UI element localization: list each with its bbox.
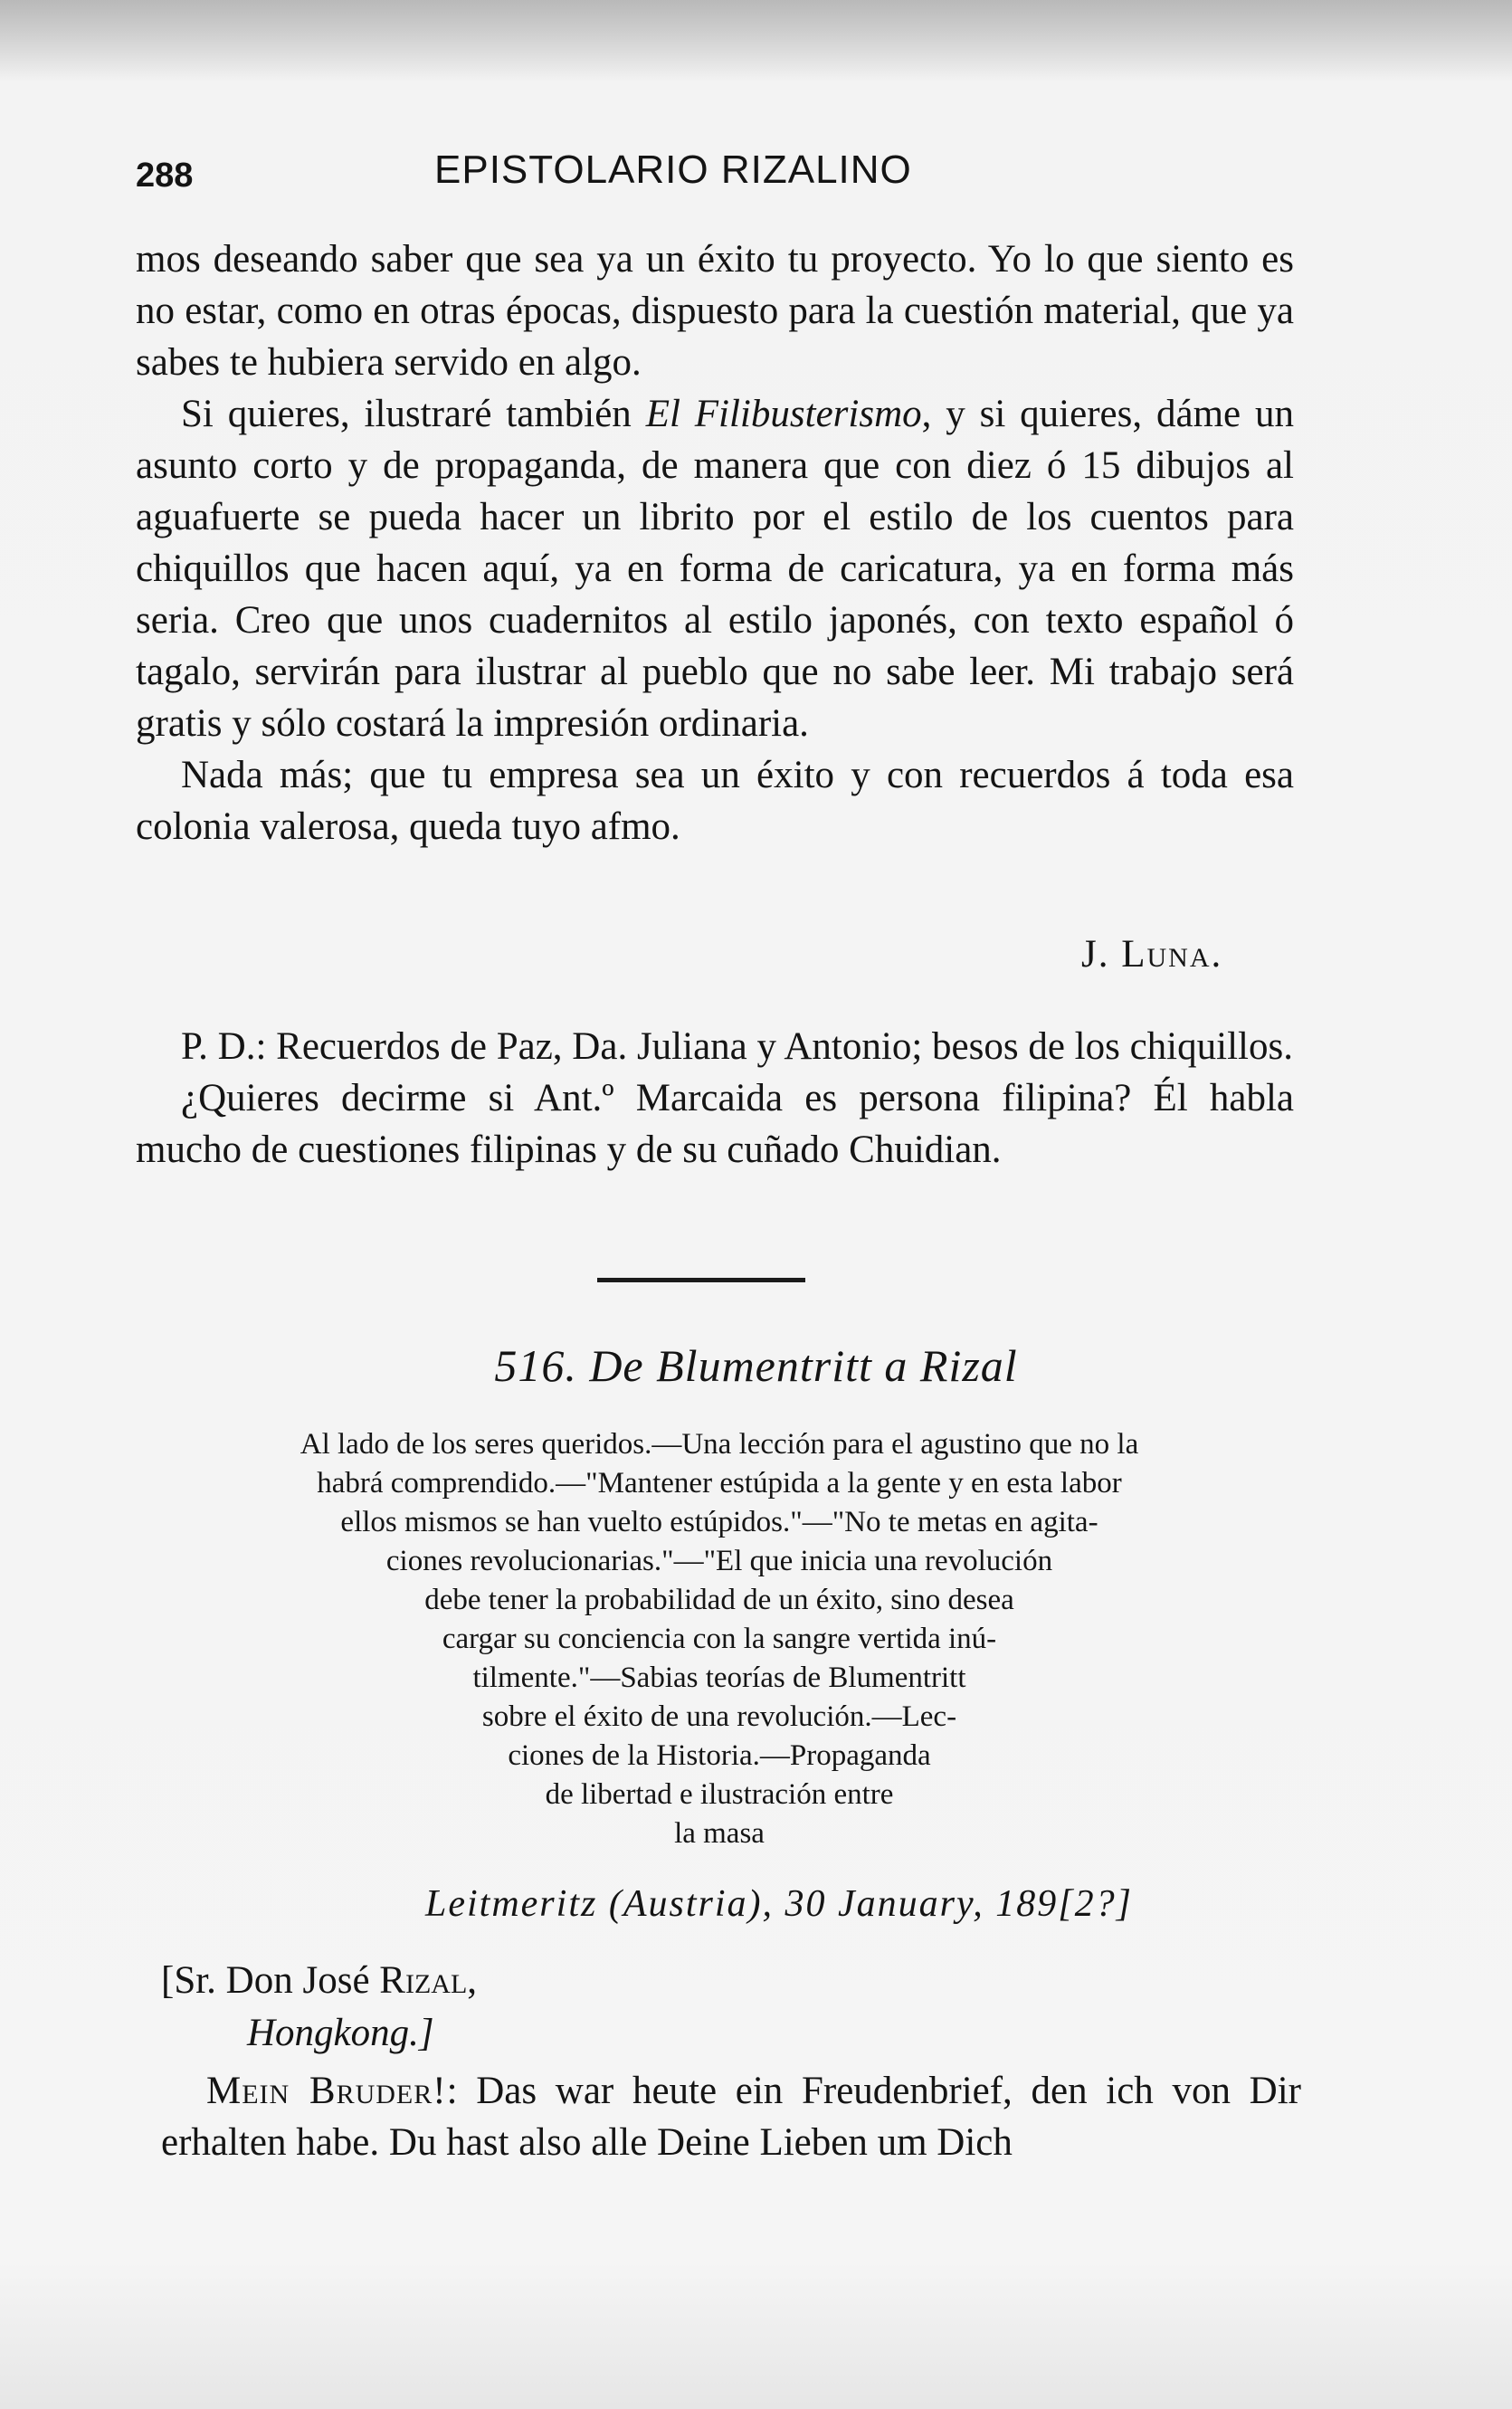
page-number: 288 [136,157,194,195]
letter-title: 516. De Blumentritt a Rizal [494,1340,1018,1391]
summary-line: la masa [674,1817,765,1850]
page-header [136,140,1312,195]
addressee [161,1955,477,2060]
paragraph-1: mos deseando saber que sea ya un éxito tu proyecto. Yo lo que siento es no estar, como en otras épocas, dispuesto para la cuestión material, que ya sabes te hubiera servido en algo. [136,238,1294,384]
addressee-surname: Rizal, [379,1959,478,2002]
letter-body-continued [136,233,1294,852]
addressee-prefix: [Sr. Don José [161,1959,380,2002]
scan-shadow [0,0,1512,81]
summary-line: sobre el éxito de una revolución.—Lec- [481,1700,957,1733]
summary-line: ciones revolucionarias."—"El que inicia una revolución [385,1545,1053,1577]
running-head: EPISTOLARIO RIZALINO [434,148,912,192]
summary-line: ciones de la Historia.—Propaganda [508,1739,931,1772]
letter-summary [145,1425,1294,1853]
opening-paragraph [161,2065,1301,2168]
summary-line: de libertad e ilustración entre [545,1778,894,1811]
dateline: Leitmeritz (Austria), 30 January, 189[2?] [425,1883,1133,1925]
salutation: Mein Bruder! [206,2070,447,2112]
paragraph-2-start: Si quieres, ilustraré también [181,393,646,435]
summary-line: tilmente."—Sabias teorías de Blumentritt [472,1662,966,1694]
postscript-2: ¿Quieres decirme si Ant.º Marcaida es persona filipina? Él habla mucho de cuestiones filipinas y de su cuñado Chuidian. [136,1077,1294,1171]
book-title-filibusterismo: El Filibusterismo [645,393,922,435]
signature-name: Luna. [1121,933,1223,976]
paragraph-2-end: , y si quieres, dáme un asunto corto y de propaganda, de manera que con diez ó 15 dibujos al aguafuerte se pueda hacer un librito por el estilo de los cuentos para chiquillos que hacen aquí, ya en forma de caricatura, ya en forma más seria. Creo que unos cuadernitos al estilo japonés, con texto español ó tagalo, servirán para ilustrar al pueblo que no sabe leer. Mi trabajo será gratis y sólo costará la impresión ordinaria. [136,393,1294,745]
summary-line: habrá comprendido.—"Mantener estúpida a la gente y en esta labor [317,1467,1122,1500]
paragraph-3: Nada más; que tu empresa sea un éxito y con recuerdos á toda esa colonia valerosa, queda tuyo afmo. [136,754,1294,848]
section-divider [597,1278,805,1282]
addressee-line-1 [161,1959,477,2002]
summary-line: ellos mismos se han vuelto estúpidos."—"No te metas en agita- [340,1506,1098,1538]
summary-line: cargar su conciencia con la sangre vertida inú- [442,1623,997,1655]
postscript [136,1021,1294,1176]
addressee-line-2: Hongkong.] [247,2012,434,2054]
letter-opening [161,2065,1301,2168]
summary-line: Al lado de los seres queridos.—Una lección para el agustino que no la [300,1428,1139,1461]
summary-line: debe tener la probabilidad de un éxito, sino desea [424,1584,1014,1616]
postscript-1: P. D.: Recuerdos de Paz, Da. Juliana y Antonio; besos de los chiquillos. [181,1025,1293,1068]
signature [1081,932,1222,976]
paragraph-2 [136,388,1294,749]
opening-text: : Das war heute ein Freudenbrief, den ich von Dir erhalten habe. Du hast also alle Deine Lieben um Dich [161,2070,1301,2164]
signature-initial: J. [1081,933,1122,976]
